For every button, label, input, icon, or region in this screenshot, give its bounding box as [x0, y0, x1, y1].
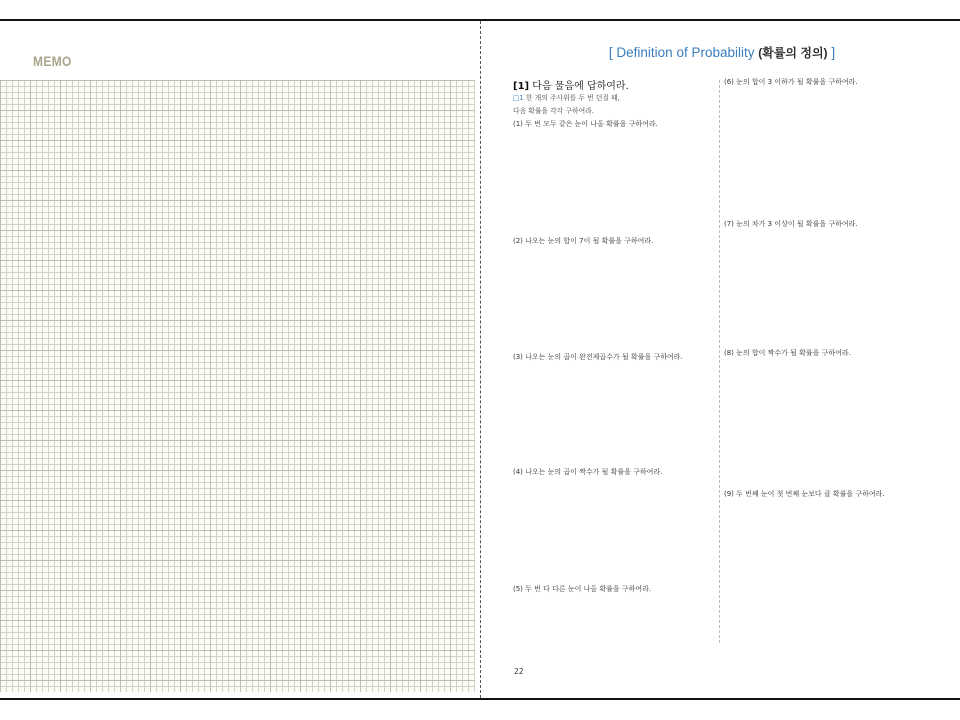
- page-heading: [482, 44, 960, 61]
- intro-number: □1: [513, 94, 524, 102]
- section-text: 다음 물음에 답하여라.: [532, 81, 629, 92]
- intro-line-1: [513, 93, 620, 103]
- question-4: (4) 나오는 눈의 곱이 짝수가 될 확률을 구하여라.: [513, 468, 663, 476]
- section-label: [1]: [513, 81, 530, 92]
- question-2: (2) 나오는 눈의 합이 7이 될 확률을 구하여라.: [513, 237, 654, 245]
- question-9: (9) 두 번째 눈이 첫 번째 눈보다 클 확률을 구하여라.: [724, 490, 885, 498]
- question-1: (1) 두 번 모두 같은 눈이 나올 확률을 구하여라.: [513, 120, 658, 128]
- column-divider: [719, 80, 720, 643]
- memo-grid-major: [0, 80, 475, 692]
- heading-close-bracket: ]: [831, 45, 836, 60]
- question-5: (5) 두 번 다 다른 눈이 나올 확률을 구하여라.: [513, 585, 652, 593]
- heading-korean: (확률의 정의): [758, 46, 828, 60]
- memo-label: MEMO: [33, 53, 72, 69]
- intro-line-2: 다음 확률을 각각 구하여라.: [513, 107, 594, 115]
- bottom-rule: [0, 698, 960, 700]
- question-3: (3) 나오는 눈의 곱이 완전제곱수가 될 확률을 구하여라.: [513, 353, 683, 361]
- heading-english: [ Definition of Probability: [608, 45, 755, 60]
- question-6: (6) 눈의 합이 3 이하가 될 확률을 구하여라.: [724, 78, 858, 86]
- question-7: (7) 눈의 차가 3 이상이 될 확률을 구하여라.: [724, 220, 858, 228]
- page-spine-divider: [480, 21, 481, 698]
- page-number: 22: [514, 667, 524, 676]
- question-8: (8) 눈의 합이 짝수가 될 확률을 구하여라.: [724, 349, 851, 357]
- intro-text-1: 한 개의 주사위를 두 번 던질 때,: [525, 94, 620, 102]
- section-title: [513, 77, 629, 92]
